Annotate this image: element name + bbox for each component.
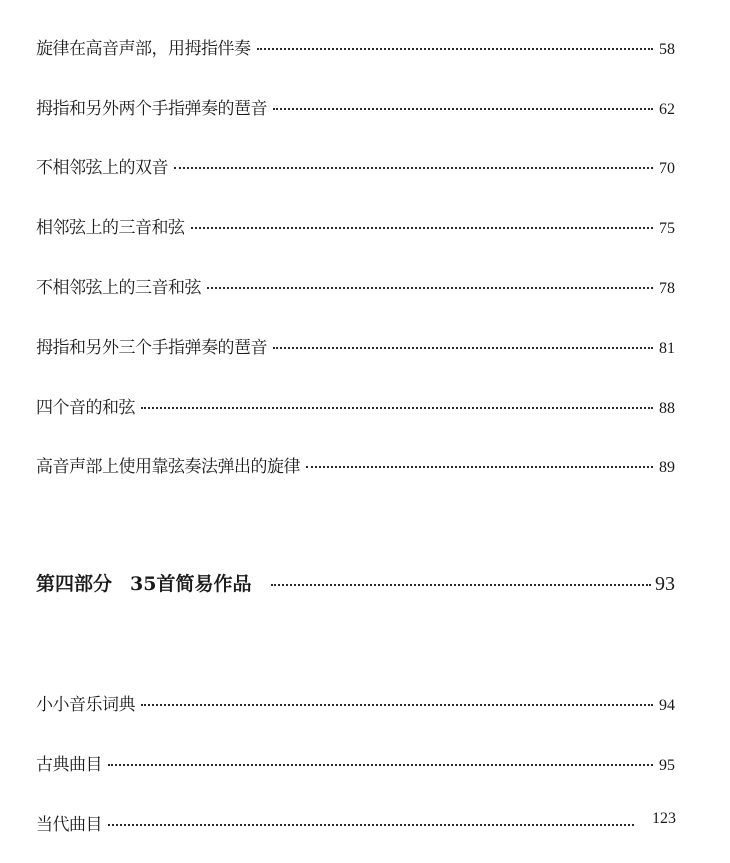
toc-entry-title: 四个音的和弦 [36, 398, 135, 418]
toc-entry[interactable] [36, 810, 676, 835]
toc-page-number: 58 [659, 41, 675, 58]
dot-leader [108, 824, 634, 826]
dot-leader [191, 227, 654, 229]
toc-entry-title: 小小音乐词典 [36, 695, 135, 715]
dot-leader [273, 108, 653, 110]
toc-page-number: 88 [659, 400, 675, 417]
toc-entry-title: 不相邻弦上的双音 [36, 158, 168, 178]
dot-leader [306, 466, 653, 468]
toc-entry-title: 旋律在高音声部，用拇指伴奏 [36, 39, 251, 59]
dot-leader [141, 407, 653, 409]
toc-entry[interactable] [36, 94, 675, 119]
dot-leader [174, 167, 653, 169]
toc-entry-title: 古典曲目 [36, 755, 102, 775]
dot-leader [108, 764, 653, 766]
toc-page-number: 81 [659, 340, 675, 357]
toc-page-number: 89 [659, 459, 675, 476]
toc-page-number: 94 [659, 697, 675, 714]
toc-entry[interactable] [36, 452, 675, 477]
toc-entry-title: 拇指和另外三个手指弹奏的琶音 [36, 338, 267, 358]
toc-entry[interactable] [36, 393, 675, 418]
dot-leader [207, 287, 653, 289]
toc-page-number: 93 [655, 573, 675, 595]
toc-entry-title: 拇指和另外两个手指弹奏的琶音 [36, 99, 267, 119]
toc-page-number: 62 [659, 101, 675, 118]
toc-page-number: 78 [659, 280, 675, 297]
toc-entry[interactable] [36, 34, 675, 59]
part-name: 35首简易作品 [130, 573, 252, 595]
toc-entry-title: 高音声部上使用靠弦奏法弹出的旋律 [36, 457, 300, 477]
toc-page-number: 70 [659, 160, 675, 177]
toc-entry[interactable] [36, 273, 675, 298]
dot-leader [257, 48, 654, 50]
dot-leader [141, 704, 653, 706]
toc-entry[interactable] [36, 750, 675, 775]
part-label: 第四部分 [36, 573, 113, 595]
dot-leader [273, 347, 653, 349]
toc-entry[interactable] [36, 153, 675, 178]
toc-entry-title: 不相邻弦上的三音和弦 [36, 278, 201, 298]
toc-entry[interactable] [36, 213, 675, 238]
dot-leader [271, 584, 651, 586]
toc-page-number: 123 [652, 810, 676, 827]
toc-entry-title: 相邻弦上的三音和弦 [36, 218, 185, 238]
toc-part-heading[interactable] [36, 569, 675, 596]
toc-entry[interactable] [36, 690, 675, 715]
toc-entry[interactable] [36, 333, 675, 358]
part-title [36, 569, 251, 596]
toc-page-number: 95 [659, 757, 675, 774]
toc-entry-title: 当代曲目 [36, 815, 102, 835]
toc-page-number: 75 [659, 220, 675, 237]
